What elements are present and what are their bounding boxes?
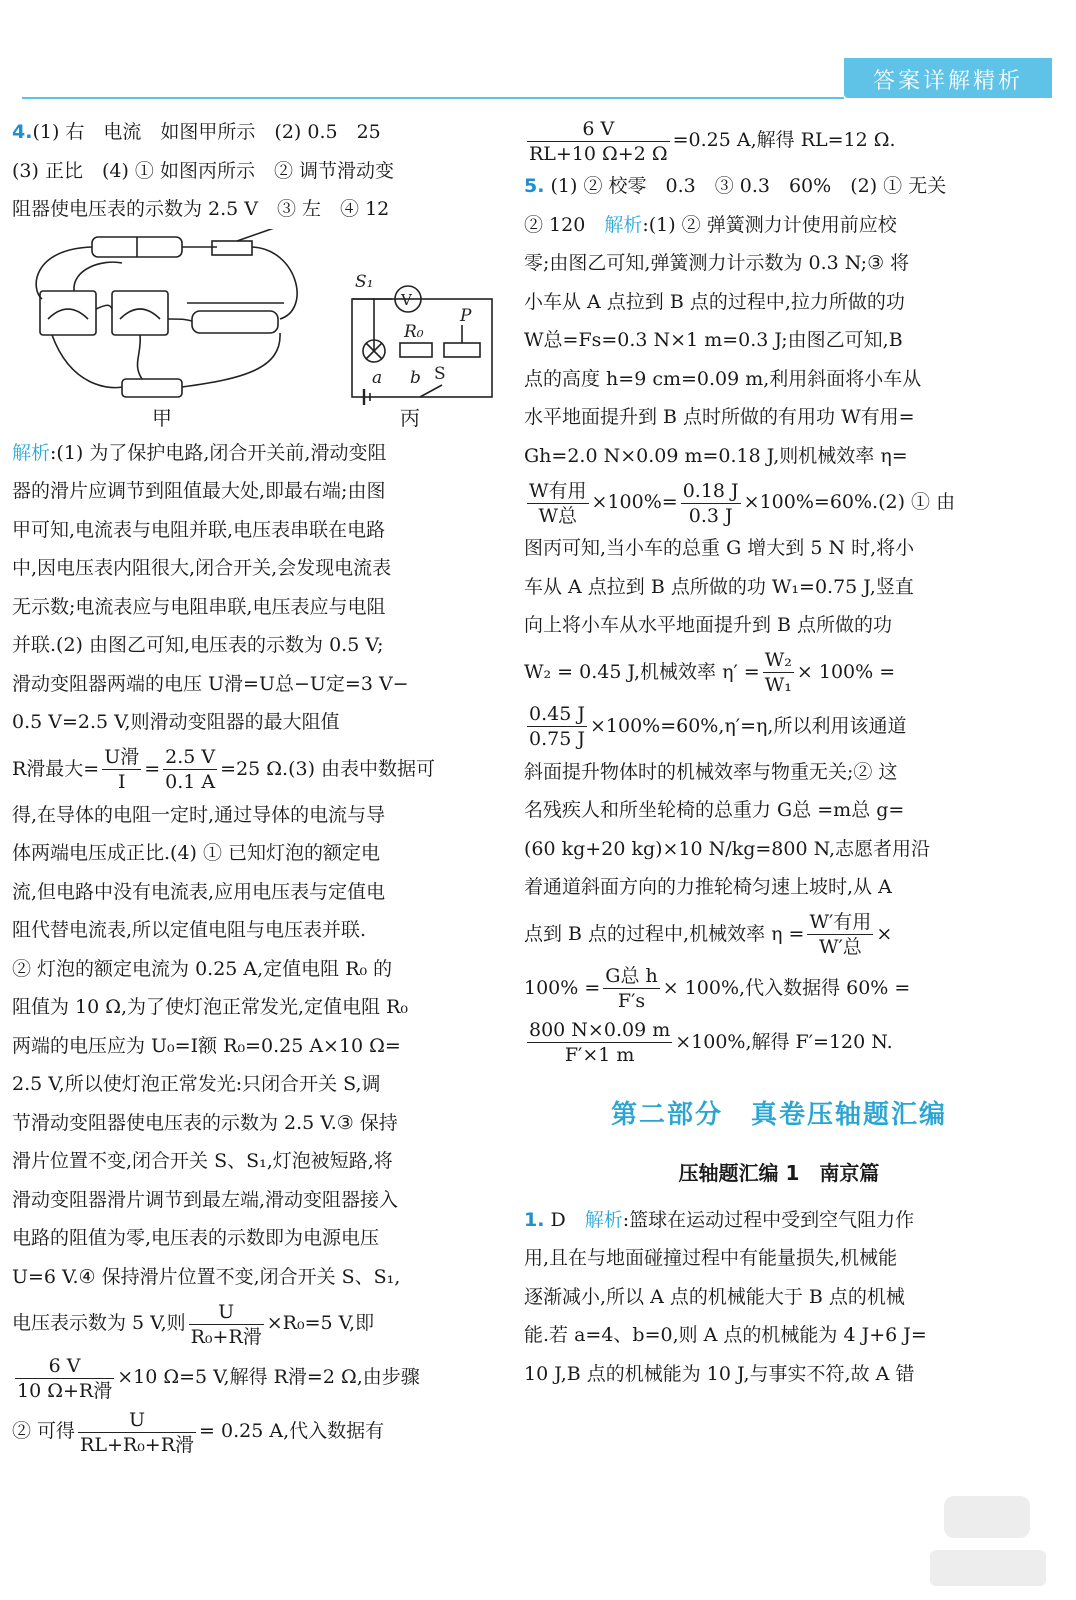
- analysis-line-b: 器的滑片应调节到阻值最大处,即最右端;由图: [12, 480, 386, 502]
- right-column: [524, 113, 1034, 1393]
- analysis-line-e: 无示数;电流表应与电阻串联,电压表应与电阻: [12, 595, 386, 618]
- label-b: b: [410, 367, 421, 388]
- r-line-15: 斜面提升物体时的机械效率与物重无关;② 这: [524, 760, 898, 783]
- q4-line-1: 4.(1) 右 电流 如图甲所示 (2) 0.5 25: [12, 121, 381, 143]
- analysis-line-s: 滑片位置不变,闭合开关 S、S₁,灯泡被短路,将: [12, 1150, 393, 1172]
- analysis-line-g: 滑动变阻器两端的电压 U滑=U总−U定=3 V−: [12, 672, 409, 695]
- jiexi-label: 解析: [604, 213, 643, 236]
- label-s1: S₁: [355, 271, 374, 292]
- q5-number: 5.: [524, 175, 545, 197]
- q1-line-1: 1. D 解析:篮球在运动过程中受到空气阻力作: [524, 1208, 915, 1231]
- fraction: $\frac{6 V}{\text{10 Ω+R滑}}$: [17, 1354, 113, 1402]
- r-line-11: 车从 A 点拉到 B 点所做的功 W₁=0.75 J,竖直: [524, 575, 914, 598]
- caption-jia: 甲: [152, 405, 172, 430]
- r-line-3: 零;由图乙可知,弹簧测力计示数为 0.3 N;③ 将: [524, 252, 910, 274]
- r-line-6: 点的高度 h=9 cm=0.09 m,利用斜面将小车从: [524, 367, 922, 390]
- q4-number: 4.: [12, 121, 33, 143]
- analysis-line-h: 0.5 V=2.5 V,则滑动变阻器的最大阻值: [12, 711, 340, 733]
- analysis-line-u: 电路的阻值为零,电压表的示数即为电源电压: [12, 1227, 380, 1249]
- circuit-figures: [12, 229, 504, 434]
- fraction: $\frac{\text{W有用}}{\text{W总}}$: [529, 479, 587, 527]
- r-line-18: 着通道斜面方向的力推轮椅匀速上坡时,从 A: [524, 876, 892, 898]
- q1-line-2: 用,且在与地面碰撞过程中有能量损失,机械能: [524, 1247, 898, 1269]
- q4-line-2: (3) 正比 (4) ① 如图丙所示 ② 调节滑动变: [12, 159, 394, 182]
- fraction: $\frac{\text{W₂}}{\text{W₁}}$: [764, 649, 792, 696]
- circuit-jia-diagram: [12, 229, 504, 434]
- r-line-14: $\frac{0.45 J}{0.75 J}$ ×100%=60%,η′=η,所以利用该通道: [529, 703, 907, 750]
- q1-number: 1.: [524, 1208, 545, 1231]
- q5-line-1: 5. (1) ② 校零 0.3 ③ 0.3 60% (2) ① 无关: [524, 175, 947, 197]
- analysis-line-w: 电压表示数为 5 V,则 $\frac{U}{\text{R₀+R滑}}$ ×R₀=5 V,即: [12, 1300, 375, 1348]
- r-line-0: $\frac{6 V}{RL+10 \Omega+2 \Omega}$ =0.25 A,解得 RL=12 Ω.: [529, 117, 896, 165]
- analysis-line-t: 滑动变阻器滑片调节到最左端,滑动变阻器接入: [12, 1188, 399, 1211]
- analysis-line-o: 阻值为 10 Ω,为了使灯泡正常发光,定值电阻 R₀: [12, 996, 409, 1018]
- caption-bing: 丙: [400, 405, 420, 430]
- analysis-line-p: 两端的电压应为 U₀=I额 R₀=0.25 A×10 Ω=: [12, 1034, 401, 1057]
- analysis-line-f: 并联.(2) 由图乙可知,电压表的示数为 0.5 V;: [12, 634, 384, 656]
- analysis-line-j: 得,在导体的电阻一定时,通过导体的电流与导: [12, 803, 386, 826]
- r-line-7: 水平地面提升到 B 点时所做的有用功 W有用=: [524, 406, 915, 428]
- r-line-5: W总=Fs=0.3 N×1 m=0.3 J;由图乙可知,B: [524, 329, 903, 351]
- label-s: S: [434, 363, 446, 384]
- r-line-20: 100% = $\frac{\text{G总 h}}{F's}$ × 100%,代入数据得 60% =: [524, 965, 911, 1012]
- r-line-13: W₂ = 0.45 J,机械效率 η′ = $\frac{\text{W₂}}{\text{W₁}}$ × 100% =: [524, 649, 896, 696]
- analysis-line-k: 体两端电压成正比.(4) ① 已知灯泡的额定电: [12, 842, 381, 864]
- analysis-line-d: 中,因电压表内阻很大,闭合开关,会发现电流表: [12, 557, 392, 579]
- r-line-4: 小车从 A 点拉到 B 点的过程中,拉力所做的功: [524, 290, 905, 313]
- r-line-21: $\frac{800 N\times 0.09 m}{F'\times 1 m}$ ×100%,解得 F′=120 N.: [529, 1019, 893, 1066]
- analysis-line-y: ② 可得 $\frac{U}{\text{RL+R₀+R滑}}$ = 0.25 A,代入数据有: [12, 1408, 385, 1456]
- r-line-12: 向上将小车从水平地面提升到 B 点所做的功: [524, 614, 893, 636]
- fraction: $\frac{6 V}{RL+10 \Omega+2 \Omega}$: [529, 117, 668, 165]
- analysis-line-c: 甲可知,电流表与电阻并联,电压表串联在电路: [12, 518, 386, 541]
- label-r0: R₀: [404, 321, 424, 342]
- q1-line-4: 能.若 a=4、b=0,则 A 点的机械能为 4 J+6 J=: [524, 1324, 927, 1346]
- analysis-line-q: 2.5 V,所以使灯泡正常发光:只闭合开关 S,调: [12, 1073, 381, 1095]
- fraction: $\frac{2.5 V}{0.1 A}$: [165, 746, 216, 793]
- header-tab-label: 答案详解精析: [872, 69, 1023, 94]
- header-tab: [844, 58, 1052, 98]
- label-a: a: [372, 367, 383, 388]
- q1-line-5: 10 J,B 点的机械能为 10 J,与事实不符,故 A 错: [524, 1362, 915, 1385]
- r-line-19: 点到 B 点的过程中,机械效率 η = $\frac{\text{W′有用}}{\text{W′总}}$ ×: [524, 911, 893, 958]
- fraction: $\frac{\text{U滑}}{I}$: [104, 746, 140, 793]
- q1-line-3: 逐渐减小,所以 A 点的机械能大于 B 点的机械: [524, 1285, 905, 1308]
- analysis-line-l: 流,但电路中没有电流表,应用电压表与定值电: [12, 880, 386, 903]
- label-v: V: [401, 290, 412, 309]
- r-line-17: (60 kg+20 kg)×10 N/kg=800 N,志愿者用沿: [524, 837, 931, 860]
- jiexi-label: 解析: [12, 441, 51, 464]
- analysis-line-i: R滑最大= $\frac{\text{U滑}}{I}$ = $\frac{2.5 V}{0.1 A}$ =25 Ω.(3) 由表中数据可: [12, 746, 436, 793]
- fraction: $\frac{800 N\times 0.09 m}{F'\times 1 m}$: [529, 1019, 671, 1066]
- watermark-logo: [924, 1494, 1050, 1594]
- left-column: [12, 113, 504, 1458]
- fraction: $\frac{\text{W′有用}}{\text{W′总}}$: [809, 911, 872, 958]
- fraction: $\frac{U}{\text{RL+R₀+R滑}}$: [80, 1408, 195, 1456]
- analysis-line-a: 解析:(1) 为了保护电路,闭合开关前,滑动变阻: [12, 441, 387, 464]
- r-line-9: $\frac{\text{W有用}}{\text{W总}}$ ×100%= $\frac{0.18 J}{0.3 J}$ ×100%=60%.(2) ① 由: [529, 479, 956, 527]
- section-title: 压轴题汇编 1 南京篇: [678, 1160, 880, 1185]
- r-line-10: 图丙可知,当小车的总重 G 增大到 5 N 时,将小: [524, 537, 915, 559]
- analysis-line-x: $\frac{6 V}{\text{10 Ω+R滑}}$ ×10 Ω=5 V,解得 R滑=2 Ω,由步骤: [17, 1354, 420, 1402]
- q5-line-2: ② 120 解析:(1) ② 弹簧测力计使用前应校: [524, 213, 897, 236]
- fraction: $\frac{0.45 J}{0.75 J}$: [529, 703, 585, 750]
- fraction: $\frac{0.18 J}{0.3 J}$: [682, 479, 739, 527]
- analysis-line-n: ② 灯泡的额定电流为 0.25 A,定值电阻 R₀ 的: [12, 957, 393, 980]
- r-line-16: 名残疾人和所坐轮椅的总重力 G总 =m总 g=: [524, 799, 905, 821]
- fraction: $\frac{\text{G总 h}}{F's}$: [605, 965, 658, 1012]
- q4-line-3: 阻器使电压表的示数为 2.5 V ③ 左 ④ 12: [12, 198, 390, 220]
- analysis-line-r: 节滑动变阻器使电压表的示数为 2.5 V.③ 保持: [12, 1111, 398, 1134]
- fraction: $\frac{U}{\text{R₀+R滑}}$: [190, 1300, 262, 1348]
- label-p: P: [460, 305, 472, 326]
- r-line-8: Gh=2.0 N×0.09 m=0.18 J,则机械效率 η=: [524, 444, 908, 467]
- analysis-line-v: U=6 V.④ 保持滑片位置不变,闭合开关 S、S₁,: [12, 1265, 401, 1288]
- analysis-line-m: 阻代替电流表,所以定值电阻与电压表并联.: [12, 919, 367, 941]
- jiexi-label: 解析: [584, 1208, 623, 1231]
- header-rule: [22, 97, 844, 99]
- part-title: 第二部分 真卷压轴题汇编: [610, 1099, 947, 1130]
